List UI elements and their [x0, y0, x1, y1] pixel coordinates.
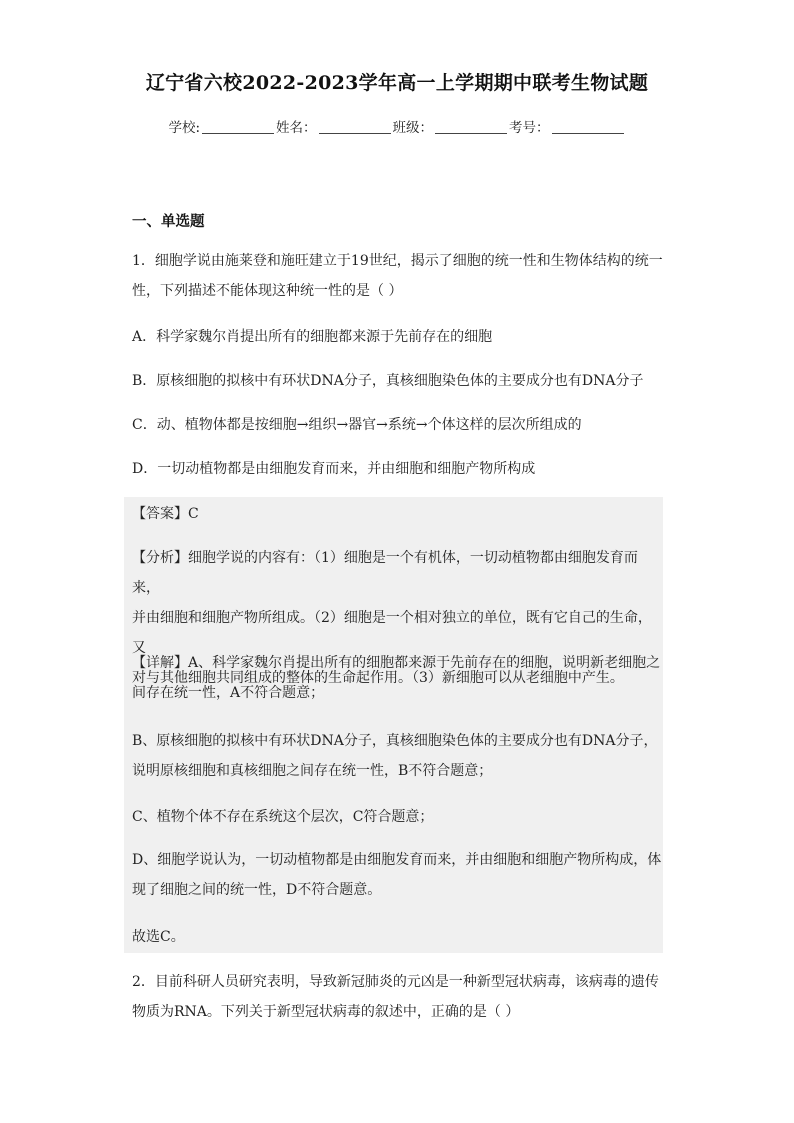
q1-detail-b [132, 726, 664, 786]
q1-detail-a-line2: 间存在统一性，A不符合题意； [132, 685, 325, 701]
exam-title: 辽宁省六校2022-2023学年高一上学期期中联考生物试题 [145, 72, 649, 94]
q1-option-a: A．科学家魏尔肖提出所有的细胞都来源于先前存在的细胞 [132, 329, 493, 345]
school-blank [202, 119, 274, 134]
q1-option-d: D．一切动植物都是由细胞发育而来，并由细胞和细胞产物所构成 [132, 461, 536, 477]
name-label: 姓名： [276, 120, 317, 136]
q1-detail-d-line2: 现了细胞之间的统一性，D不符合题意。 [132, 882, 382, 898]
q2-stem-line2: 物质为RNA。下列关于新型冠状病毒的叙述中，正确的是（ ） [132, 1004, 520, 1020]
q2-stem [132, 967, 664, 1027]
q1-detail-a [132, 648, 664, 708]
q1-option-b: B．原核细胞的拟核中有环状DNA分子，真核细胞染色体的主要成分也有DNA分子 [132, 373, 644, 389]
class-blank [435, 119, 507, 134]
section-heading: 一、单选题 [132, 213, 205, 230]
q1-detail-b-line2: 说明原核细胞和真核细胞之间存在统一性，B不符合题意； [132, 763, 493, 779]
school-label: 学校: [168, 120, 201, 136]
id-blank [552, 119, 624, 134]
class-label: 班级： [392, 120, 434, 136]
q1-detail-d [132, 845, 664, 905]
q1-detail-d-line1: D、细胞学说认为，一切动植物都是由细胞发育而来，并由细胞和细胞产物所构成，体 [132, 852, 662, 868]
q1-conclusion: 故选C。 [132, 929, 185, 945]
q1-answer: 【答案】C [132, 506, 199, 522]
student-info-line [0, 116, 794, 136]
q1-stem-line2: 性，下列描述不能体现这种统一性的是（ ） [132, 283, 403, 299]
q1-stem [132, 246, 664, 306]
id-label: 考号： [509, 120, 550, 136]
q1-stem-line1: 1．细胞学说由施莱登和施旺建立于19世纪，揭示了细胞的统一性和生物体结构的统一 [132, 253, 663, 269]
q1-detail-a-line1: 【详解】A、科学家魏尔肖提出所有的细胞都来源于先前存在的细胞，说明新老细胞之 [132, 655, 661, 671]
q1-analysis-line2: 并由细胞和细胞产物所组成。（2）细胞是一个相对独立的单位，既有它自己的生命，又 [132, 610, 652, 656]
q1-analysis-line1: 【分析】细胞学说的内容有：（1）细胞是一个有机体，一切动植物都由细胞发育而来， [132, 550, 638, 596]
q1-detail-b-line1: B、原核细胞的拟核中有环状DNA分子，真核细胞染色体的主要成分也有DNA分子， [132, 733, 658, 749]
q1-option-c: C．动、植物体都是按细胞→组织→器官→系统→个体这样的层次所组成的 [132, 417, 582, 433]
q1-detail-c: C、植物个体不存在系统这个层次，C符合题意； [132, 809, 434, 825]
q2-stem-line1: 2．目前科研人员研究表明，导致新冠肺炎的元凶是一种新型冠状病毒，该病毒的遗传 [132, 974, 659, 990]
name-blank [319, 119, 391, 134]
q1-analysis-line3: 对与其他细胞共同组成的整体的生命起作用。（3）新细胞可以从老细胞中产生。 [132, 670, 624, 686]
